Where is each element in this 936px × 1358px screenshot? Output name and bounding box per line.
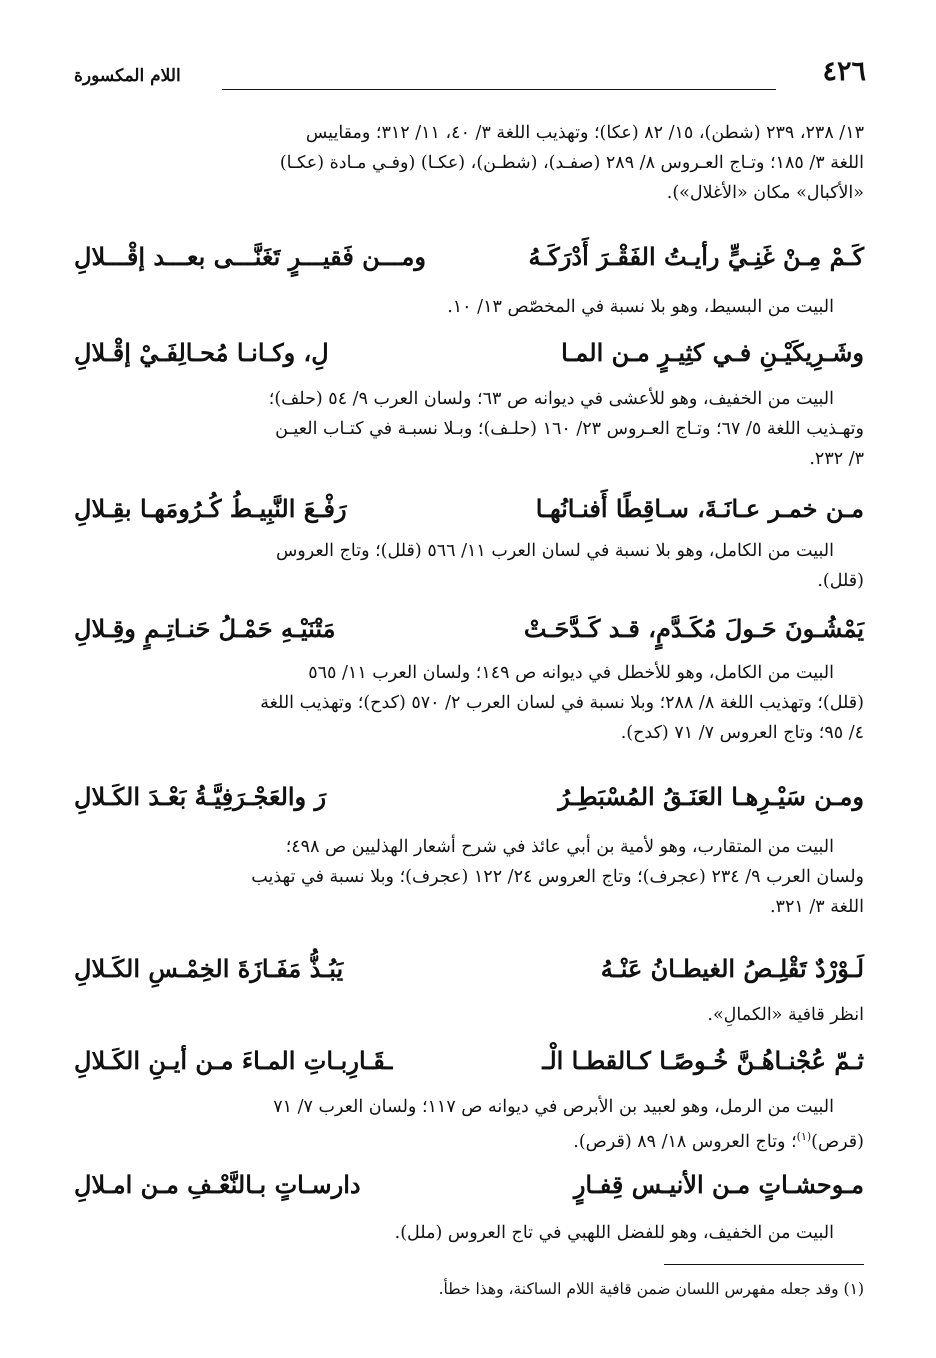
verse-first-hemistich: مـوحشـاتٍ مـن الأنيـس قِفـارٍ	[573, 1170, 864, 1199]
intro-line: «الأكبال» مكان «الأغلال»).	[666, 183, 864, 203]
verse-line	[74, 954, 864, 1000]
footnote-marker: (١)	[796, 1130, 812, 1143]
verse-second-hemistich: رَفْـعَ النَّبِيـطُ كُـرُومَهـا بقِـلالِ	[74, 494, 347, 523]
verse-note	[74, 292, 864, 322]
note-line: (قلل).	[817, 571, 864, 591]
verse-first-hemistich: وشَـرِيكَيْـنِ فـي كثِيـرٍ مـن المـا	[561, 338, 864, 367]
intro-paragraph	[74, 118, 864, 208]
note-line: ٤/ ٩٥؛ وتاج العروس ٧/ ٧١ (كدح).	[620, 723, 864, 743]
verse-second-hemistich: ومـــن فَقيـــرٍ تَغَنَّـــى بعـــد إقْـــلالِ	[74, 242, 426, 271]
verse-second-hemistich: مَتْنَيْـهِ حَمْـلُ حَنـاتِـمٍ وقِـلالِ	[74, 614, 336, 643]
verse-note	[74, 832, 864, 922]
footnote-rule	[664, 1264, 864, 1265]
verse-line	[74, 782, 864, 828]
verse-line	[74, 614, 864, 660]
verse-note	[74, 384, 864, 474]
intro-line: ١٣/ ٢٣٨، ٢٣٩ (شطن)، ١٥/ ٨٢ (عكا)؛ وتهذيب اللغة ٣/ ٤٠، ١١/ ٣١٢؛ ومقاييس	[305, 123, 864, 143]
verse-first-hemistich: لَـوْرْدٌ تَقْلِـصُ الغيطـانُ عَنْـهُ	[600, 954, 864, 983]
verse-line	[74, 338, 864, 384]
note-line: انظر قافية «الكمالِ».	[707, 1005, 864, 1025]
verse-note	[74, 1218, 864, 1248]
verse-first-hemistich: كَـمْ مِـنْ غَنِـيٍّ رأيـتُ الفَقْـرَ أَدْرَكَـهُ	[528, 242, 864, 271]
note-line: (قلل)؛ وتهذيب اللغة ٨/ ٢٨٨؛ وبلا نسبة في لسان العرب ٢/ ٥٧٠ (كدح)؛ وتهذيب اللغة	[260, 693, 864, 713]
note-line: البيت من البسيط، وهو بلا نسبة في المخصّص ١٣/ ١٠.	[447, 297, 834, 317]
note-line: البيت من الكامل، وهو بلا نسبة في لسان العرب ١١/ ٥٦٦ (قلل)؛ وتاج العروس	[275, 541, 834, 561]
note-line: ولسان العرب ٩/ ٢٣٤ (عجرف)؛ وتاج العروس ٢٤/ ١٢٢ (عجرف)؛ وبلا نسبة في تهذيب	[251, 867, 864, 887]
verse-second-hemistich: رَ والعَجْـرَفِيَّـةُ بَعْـدَ الكَـلالِ	[74, 782, 327, 811]
note-line: البيت من الكامل، وهو للأخطل في ديوانه ص ١٤٩؛ ولسان العرب ١١/ ٥٦٥	[308, 663, 834, 683]
running-title: اللام المكسورة	[74, 66, 181, 86]
page-header	[74, 56, 866, 96]
verse-line	[74, 242, 864, 288]
verse-second-hemistich: دارسـاتٍ بـالنَّعْـفِ مـن امـلالِ	[74, 1170, 361, 1199]
verse-first-hemistich: يَمْشُـونَ حَـولَ مُكَـدَّمٍ، قـد كَـدَّحَـتْ	[523, 614, 864, 643]
verse-line	[74, 1046, 864, 1092]
page-number: ٤٢٦	[822, 56, 866, 87]
verse-note	[74, 658, 864, 748]
verse-first-hemistich: ثـمّ عُجْنـاهُـنَّ خُـوصًـا كـالقطـا الْـ	[542, 1046, 864, 1075]
verse-note	[74, 536, 864, 596]
verse-first-hemistich: ومـن سَيْـرِهـا العَنَـقُ المُسْبَطِـرُ	[558, 782, 864, 811]
verse-second-hemistich: لِ، وكـانـا مُحـالِفَـيْ إقْـلالِ	[74, 338, 329, 367]
verse-note	[74, 1000, 864, 1030]
note-line: البيت من المتقارب، وهو لأمية بن أبي عائذ في شرح أشعار الهذليين ص ٤٩٨؛	[285, 837, 834, 857]
note-line: ٣/ ٢٣٢.	[809, 449, 864, 469]
note-line: البيت من الخفيف، وهو للأعشى في ديوانه ص ٦٣؛ ولسان العرب ٩/ ٥٤ (حلف)؛	[268, 389, 834, 409]
note-line: اللغة ٣/ ٣٢١.	[769, 897, 864, 917]
verse-first-hemistich: مـن خمـر عـانَـةَ، سـاقِطًا أَفنـانُهـا	[535, 494, 864, 523]
verse-second-hemistich: يَبُـذُّ مَفَـازَةَ الخِمْـسِ الكَـلالِ	[74, 954, 344, 983]
verse-line	[74, 1170, 864, 1216]
verse-note	[74, 1092, 864, 1157]
footnote: (١) وقد جعله مفهرس اللسان ضمن قافية اللام الساكنة، وهذا خطأ.	[438, 1280, 864, 1298]
note-line: وتهـذيب اللغة ٥/ ٦٧؛ وتـاج العـروس ٢٣/ ١٦٠ (حلـف)؛ وبـلا نسبـة في كتـاب العيـن	[275, 419, 864, 439]
note-line: (قرص)$^{(١)}$؛ وتاج العروس ١٨/ ٨٩ (قرص).	[573, 1130, 864, 1152]
note-line: البيت من الخفيف، وهو للفضل اللهبي في تاج العروس (ملل).	[394, 1223, 834, 1243]
intro-line: اللغة ٣/ ١٨٥؛ وتـاج العـروس ٨/ ٢٨٩ (صفـد)، (شطـن)، (عكـا) (وفـي مـادة (عكـا)	[279, 153, 864, 173]
verse-line	[74, 494, 864, 540]
verse-second-hemistich: ـقَـارِبـاتِ المـاءَ مـن أيـنِ الكَـلالِ	[74, 1046, 393, 1075]
note-line: البيت من الرمل، وهو لعبيد بن الأبرص في ديوانه ص ١١٧؛ ولسان العرب ٧/ ٧١	[273, 1097, 834, 1117]
header-rule	[222, 89, 776, 90]
